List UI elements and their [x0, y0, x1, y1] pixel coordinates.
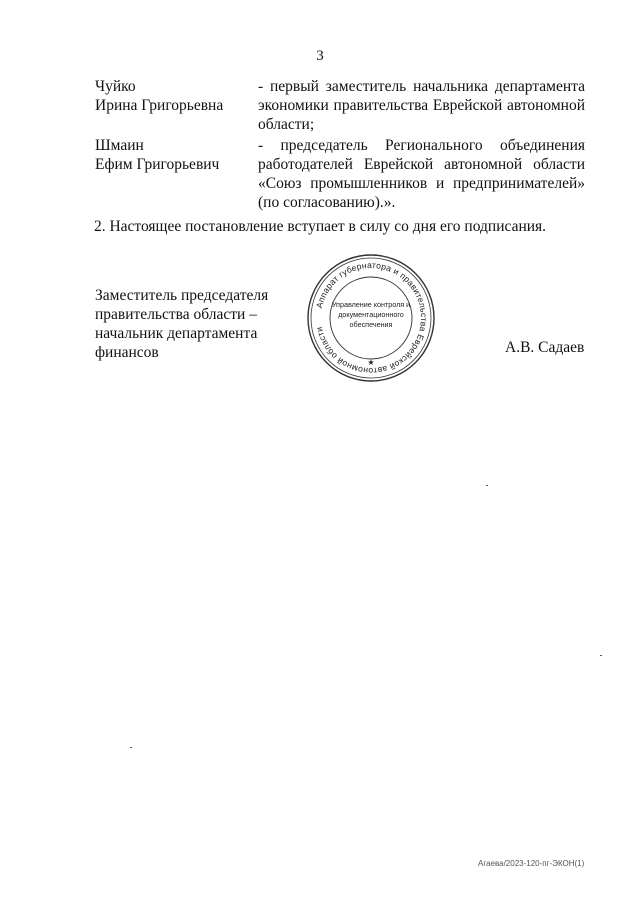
description-line: - первый заместитель начальника департамента: [258, 78, 585, 95]
description-line: экономики правительства Еврейской автономной: [258, 97, 585, 114]
scan-speck: [600, 655, 602, 656]
official-seal: [305, 253, 437, 383]
description-line: - председатель Регионального объединения: [258, 137, 585, 154]
member-name-chuyko: [95, 77, 255, 115]
member-surname: Шмаин: [95, 137, 144, 154]
seal-inner-line: обеспечения: [349, 320, 393, 329]
page-number: 3: [316, 48, 324, 64]
signer-title: [95, 286, 295, 362]
description-line: работодателей Еврейской автономной области: [258, 156, 585, 173]
signer-name: А.В. Садаев: [505, 339, 585, 356]
description-line: области;: [258, 116, 315, 133]
member-given-name: Ефим Григорьевич: [95, 156, 220, 173]
document-id: Агаева/2023-120-пг-ЭКОН(1): [478, 859, 585, 868]
member-given-name: Ирина Григорьевна: [95, 97, 224, 114]
description-line: (по согласованию).».: [258, 194, 396, 211]
seal-star-icon: ★: [367, 358, 375, 367]
description-line: «Союз промышленников и предпринимателей»: [258, 175, 585, 192]
signer-title-line: начальник департамента: [95, 325, 258, 342]
member-description-chuyko: [258, 77, 585, 134]
seal-inner-line: документационного: [338, 310, 404, 319]
effective-date-clause: 2. Настоящее постановление вступает в силу со дня его подписания.: [93, 218, 547, 235]
signer-title-line: Заместитель председателя: [95, 287, 269, 304]
member-surname: Чуйко: [95, 78, 136, 95]
scan-speck: [130, 747, 132, 748]
signer-title-line: финансов: [95, 344, 159, 361]
signer-title-line: правительства области –: [95, 306, 257, 323]
member-description-shmain: [258, 136, 585, 212]
seal-outer-text: Аппарат губернатора и правительства Еврейской автономной области: [313, 259, 430, 377]
scan-speck: [486, 485, 488, 486]
member-name-shmain: [95, 136, 255, 174]
seal-inner-line: Управление контроля и: [331, 300, 411, 309]
